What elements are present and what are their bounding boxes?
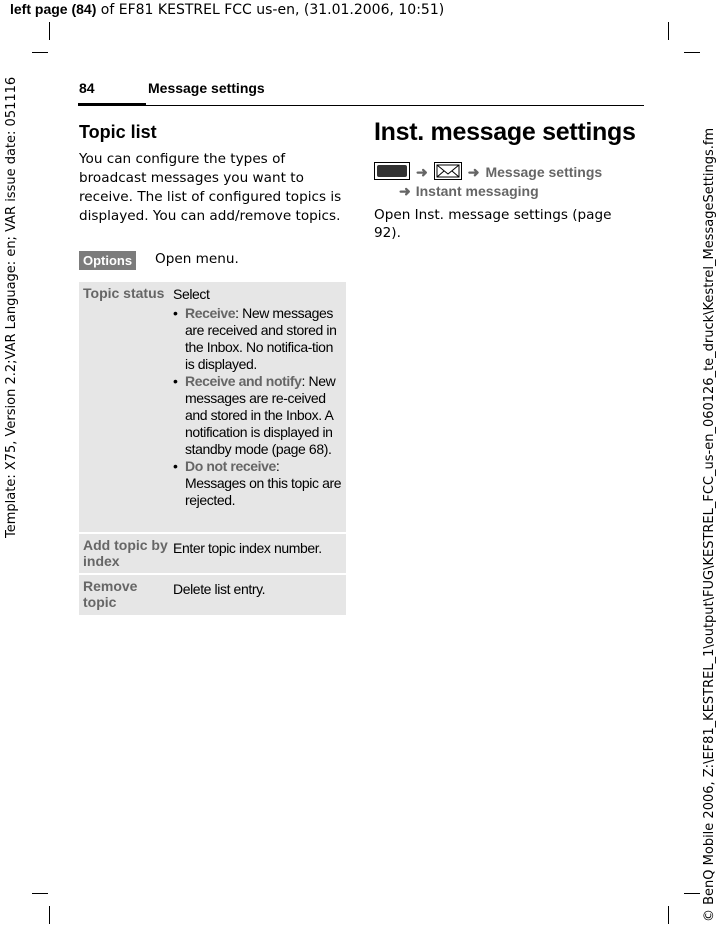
- topic-list-heading: Topic list: [79, 122, 157, 142]
- option-term: Receive and notify: [185, 373, 302, 389]
- menu-key-icon: [374, 162, 410, 183]
- list-item: [173, 305, 342, 373]
- row-content: Enter topic index number.: [173, 540, 322, 556]
- crop-mark: [684, 893, 700, 894]
- crop-mark: [49, 906, 50, 924]
- print-header: [10, 0, 444, 19]
- arrow-icon: ➜: [416, 163, 428, 180]
- bullet-list: [173, 305, 342, 509]
- arrow-icon: ➜: [399, 182, 411, 199]
- menu-path-item: Message settings: [485, 164, 603, 180]
- crop-mark: [49, 22, 50, 40]
- option-text: : New messages are received and stored in the Inbox. No notifica-tion is displayed.: [185, 305, 337, 372]
- option-text: : Messages on this topic are rejected.: [185, 458, 342, 508]
- running-title: Message settings: [148, 80, 265, 96]
- print-header-text: of EF81 KESTREL FCC us-en, (31.01.2006, 10:51): [96, 2, 445, 18]
- crop-mark: [668, 22, 669, 40]
- topic-list-intro: You can configure the types of broadcast messages you want to receive. The list of configured topics is displayed. You can add/remove topics.: [79, 151, 342, 224]
- page-number: 84: [79, 80, 95, 96]
- header-rule-thick: [78, 103, 146, 106]
- row-content: Delete list entry.: [173, 581, 266, 597]
- row-content: [173, 282, 346, 532]
- row-lead: Select: [173, 286, 210, 302]
- envelope-icon: [434, 162, 462, 183]
- menu-path-item: Instant messaging: [415, 183, 539, 199]
- option-term: Do not receive: [185, 458, 276, 474]
- options-description: Open menu.: [155, 251, 239, 267]
- header-rule: [146, 105, 644, 106]
- crop-mark: [668, 906, 669, 924]
- inst-message-heading: Inst. message settings: [374, 118, 636, 146]
- template-info: Template: X75, Version 2.2;VAR Language: en; VAR issue date: 051116: [4, 76, 19, 538]
- menu-path-line-1: [374, 162, 602, 182]
- table-row: [79, 575, 346, 617]
- copyright-path: © BenQ Mobile 2006, Z:\EF81_KESTREL_1\output\FUG\KESTREL_FCC_us-en_060126_te_druck\Kestrel_MessageSettings.fm: [702, 127, 717, 922]
- print-header-label: left page (84): [10, 1, 97, 17]
- list-item: [173, 373, 342, 458]
- option-text: : New messages are re-ceived and stored in the Inbox. A notification is displayed in standby mode (page 68).: [185, 373, 336, 457]
- options-softkey: Options: [79, 251, 136, 270]
- table-row: [79, 534, 346, 575]
- inst-message-body: Open Inst. message settings (page 92).: [374, 207, 612, 241]
- crop-mark: [684, 52, 700, 53]
- list-item: [173, 458, 342, 509]
- arrow-icon: ➜: [467, 163, 480, 180]
- option-term: Receive: [185, 305, 236, 321]
- topic-options-table: [79, 282, 346, 617]
- menu-path-line-2: [399, 182, 539, 200]
- crop-mark: [32, 893, 48, 894]
- row-label: Topic status: [83, 285, 165, 301]
- table-row: [79, 282, 346, 534]
- crop-mark: [32, 52, 48, 53]
- row-label: Remove topic: [83, 578, 138, 610]
- row-label: Add topic by index: [83, 537, 168, 569]
